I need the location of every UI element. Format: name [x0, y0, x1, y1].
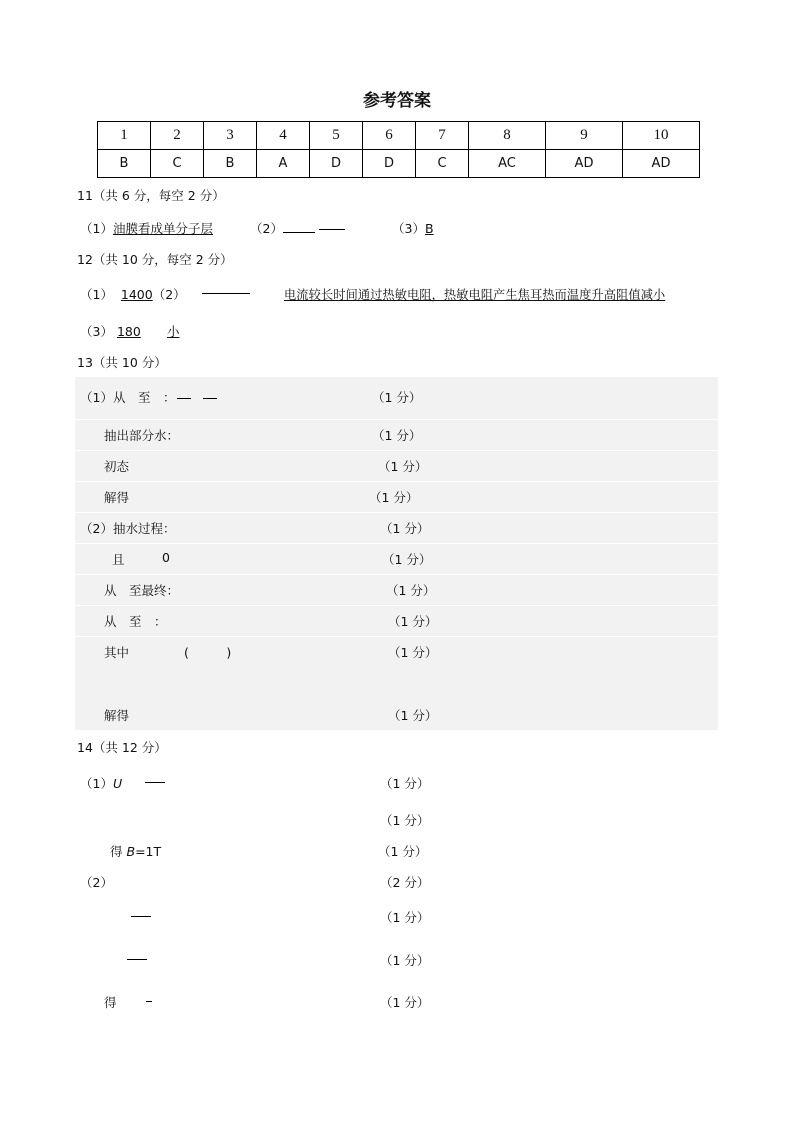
q14-step-label	[80, 774, 122, 792]
table-cell: A	[257, 150, 310, 178]
divider	[75, 636, 718, 637]
q14-step-score: （1 分）	[378, 844, 428, 859]
q13-step-score: （1 分）	[382, 552, 432, 567]
q13-step-label: 从 至 ：	[104, 614, 167, 629]
q14-step-score: （1 分）	[380, 813, 430, 828]
q13-step-score: （1 分）	[388, 645, 438, 660]
q14-step-result: =1T	[135, 844, 162, 859]
q13-step-label: 抽出部分水：	[104, 428, 180, 443]
table-cell: 9	[546, 122, 623, 150]
q11-part3-answer: B	[424, 221, 434, 236]
divider	[75, 450, 718, 451]
divider	[75, 543, 718, 544]
q14-variable: B	[126, 844, 136, 859]
q13-step-label: 从 至最终：	[104, 583, 180, 598]
q14-step-label: 得	[104, 995, 117, 1010]
table-cell: 7	[416, 122, 469, 150]
table-cell: C	[151, 150, 204, 178]
answer-table-number-row	[98, 122, 700, 150]
table-cell: 10	[623, 122, 700, 150]
q14-step-score: （1 分）	[380, 995, 430, 1010]
q13-step-score: （1 分）	[388, 614, 438, 629]
table-cell: B	[204, 150, 257, 178]
fraction-line	[203, 398, 217, 399]
q12-part3-answer2: 小	[167, 324, 180, 339]
q14-step-score: （1 分）	[380, 776, 430, 791]
table-cell: 5	[310, 122, 363, 150]
q13-step-label: 其中	[104, 645, 130, 660]
fraction-line-mark	[202, 293, 250, 294]
q14-step-label: （2）	[80, 875, 113, 890]
q13-step-score: （1 分）	[369, 490, 419, 505]
q13-step-value: 0	[162, 550, 170, 565]
q11-header: 11（共 6 分，每空 2 分）	[77, 188, 225, 203]
fraction-line	[202, 285, 250, 300]
q13-step-label: 解得	[104, 490, 130, 505]
q13-step-score: （1 分）	[372, 390, 422, 405]
answer-table-answer-row	[98, 150, 700, 178]
table-cell: 4	[257, 122, 310, 150]
divider	[75, 605, 718, 606]
q13-step-value: ( )	[184, 645, 232, 660]
table-cell: AD	[546, 150, 623, 178]
q12-part1-label: （1）	[80, 287, 113, 302]
fraction-line-mark	[131, 916, 151, 917]
q12-line2	[80, 322, 141, 340]
q14-step-score: （2 分）	[380, 875, 430, 890]
fraction-line	[127, 951, 147, 966]
q13-step-label: 且	[112, 552, 125, 567]
q13-step-score: （1 分）	[386, 583, 436, 598]
table-cell: C	[416, 150, 469, 178]
q12-part3-answer: 180	[116, 324, 141, 339]
q14-step-score: （1 分）	[380, 910, 430, 925]
q13-step-label	[80, 388, 217, 406]
answer-table	[97, 121, 700, 178]
q14-header: 14（共 12 分）	[77, 740, 167, 755]
q14-step-label	[110, 842, 161, 860]
fraction-line	[131, 908, 151, 923]
q12-header: 12（共 10 分，每空 2 分）	[77, 252, 233, 267]
q13-step-text: （1）从 至 ：	[80, 390, 176, 405]
q13-step-score: （1 分）	[380, 521, 430, 536]
q13-step-score: （1 分）	[372, 428, 422, 443]
table-cell: 1	[98, 122, 151, 150]
q11-part3-label: （3）	[392, 221, 425, 236]
q12-part3-label: （3）	[80, 324, 113, 339]
fraction-line	[146, 993, 152, 1008]
fraction-line	[319, 229, 345, 230]
table-cell: AD	[623, 150, 700, 178]
table-cell: 8	[469, 122, 546, 150]
table-cell: B	[98, 150, 151, 178]
table-cell: D	[310, 150, 363, 178]
q11-part1-label: （1）	[80, 221, 113, 236]
table-cell: D	[363, 150, 416, 178]
q11-part2	[250, 219, 345, 237]
q13-step-score: （1 分）	[378, 459, 428, 474]
divider	[75, 419, 718, 420]
q11-part1-answer: 油膜看成单分子层	[112, 221, 213, 236]
fraction-line	[177, 398, 191, 399]
q11-line	[80, 219, 213, 237]
fraction-line	[145, 774, 165, 789]
q11-part3	[392, 219, 434, 237]
q12-line1	[80, 285, 186, 303]
answer-blank	[283, 232, 315, 233]
q13-step-label: 解得	[104, 708, 130, 723]
page-title: 参考答案	[363, 91, 431, 111]
q14-step-score: （1 分）	[380, 953, 430, 968]
q14-step-text: （1）	[80, 776, 113, 791]
q13-step-label: （2）抽水过程：	[80, 521, 176, 536]
q13-step-score: （1 分）	[388, 708, 438, 723]
q14-variable: U	[112, 776, 123, 791]
fraction-line-mark	[127, 959, 147, 960]
q13-header: 13（共 10 分）	[77, 355, 167, 370]
table-cell: 3	[204, 122, 257, 150]
table-cell: 6	[363, 122, 416, 150]
q13-step-label: 初态	[104, 459, 130, 474]
table-cell: AC	[469, 150, 546, 178]
divider	[75, 512, 718, 513]
table-cell: 2	[151, 122, 204, 150]
divider	[75, 481, 718, 482]
q12-part1-answer: 1400	[120, 287, 153, 302]
q11-part2-label: （2）	[250, 221, 283, 236]
q12-part2-reason: 电流较长时间通过热敏电阻，热敏电阻产生焦耳热而温度升高阻值减小	[284, 288, 666, 302]
q14-step-text: 得	[110, 844, 127, 859]
fraction-line-mark	[145, 782, 165, 783]
q12-part2-label: （2）	[152, 287, 186, 302]
fraction-line-mark	[146, 1001, 152, 1002]
divider	[75, 574, 718, 575]
